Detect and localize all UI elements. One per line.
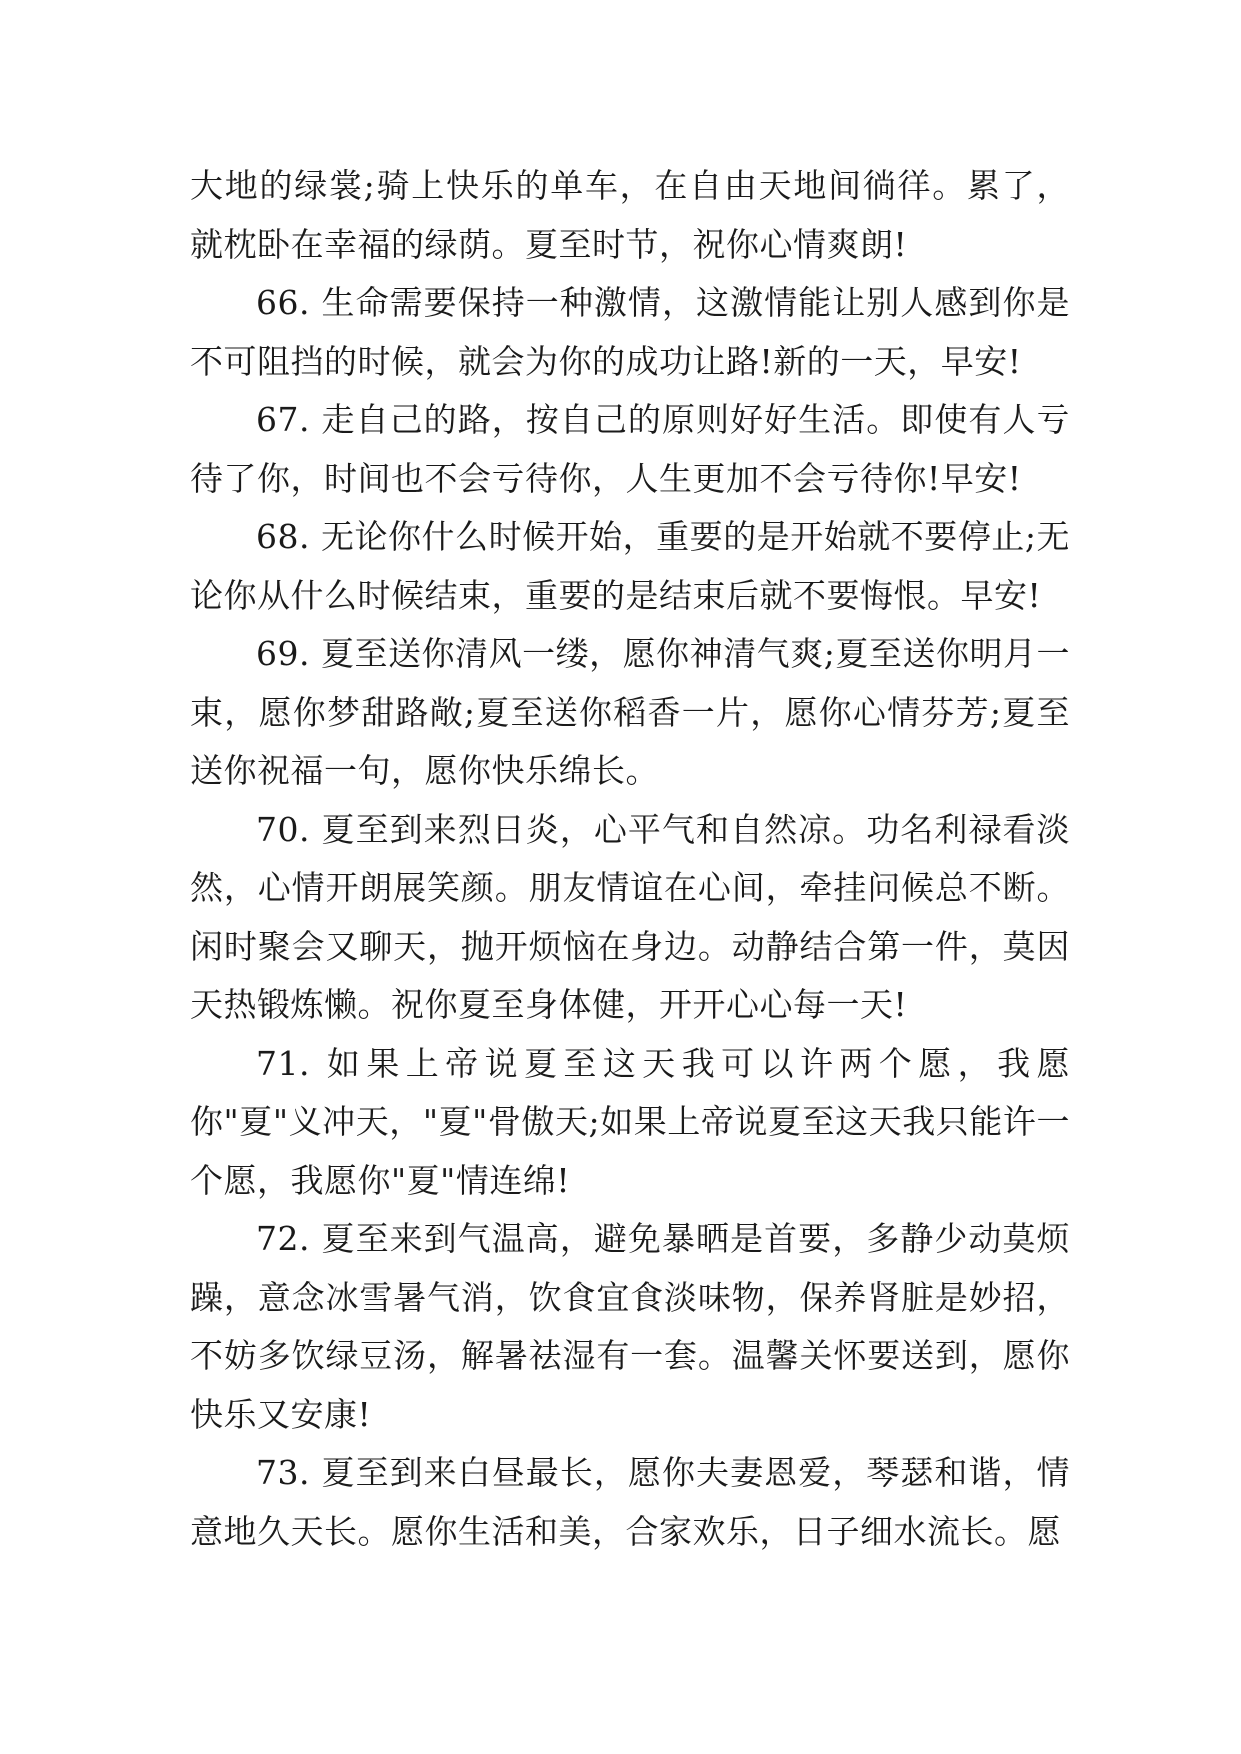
paragraph-68: 68. 无论你什么时候开始，重要的是开始就不要停止;无论你从什么时候结束，重要的是结束后就不要悔恨。早安! [190,517,1070,615]
paragraph-continuation: 大地的绿裳;骑上快乐的单车，在自由天地间徜徉。累了，就枕卧在幸福的绿荫。夏至时节，祝你心情爽朗! [190,166,1070,264]
document-body [190,157,1070,1561]
paragraph-69: 69. 夏至送你清风一缕，愿你神清气爽;夏至送你明月一束，愿你梦甜路敞;夏至送你稻香一片，愿你心情芬芳;夏至送你祝福一句，愿你快乐绵长。 [190,634,1070,790]
paragraph-70: 70. 夏至到来烈日炎，心平气和自然凉。功名利禄看淡然，心情开朗展笑颜。朋友情谊在心间，牵挂问候总不断。闲时聚会又聊天，抛开烦恼在身边。动静结合第一件，莫因天热锻炼懒。祝你夏至身体健，开开心心每一天! [190,809,1070,1024]
paragraph-73: 73. 夏至到来白昼最长，愿你夫妻恩爱，琴瑟和谐，情意地久天长。愿你生活和美，合家欢乐，日子细水流长。愿 [190,1453,1070,1551]
paragraph-71: 71. 如果上帝说夏至这天我可以许两个愿，我愿你"夏"义冲天，"夏"骨傲天;如果上帝说夏至这天我只能许一个愿，我愿你"夏"情连绵! [190,1043,1070,1200]
paragraph-66: 66. 生命需要保持一种激情，这激情能让别人感到你是不可阻挡的时候，就会为你的成功让路!新的一天，早安! [190,283,1070,381]
paragraph-67: 67. 走自己的路，按自己的原则好好生活。即使有人亏待了你，时间也不会亏待你，人生更加不会亏待你!早安! [190,400,1070,498]
paragraph-72: 72. 夏至来到气温高，避免暴晒是首要，多静少动莫烦躁，意念冰雪暑气消，饮食宜食淡味物，保养肾脏是妙招，不妨多饮绿豆汤，解暑祛湿有一套。温馨关怀要送到，愿你快乐又安康! [190,1219,1070,1434]
